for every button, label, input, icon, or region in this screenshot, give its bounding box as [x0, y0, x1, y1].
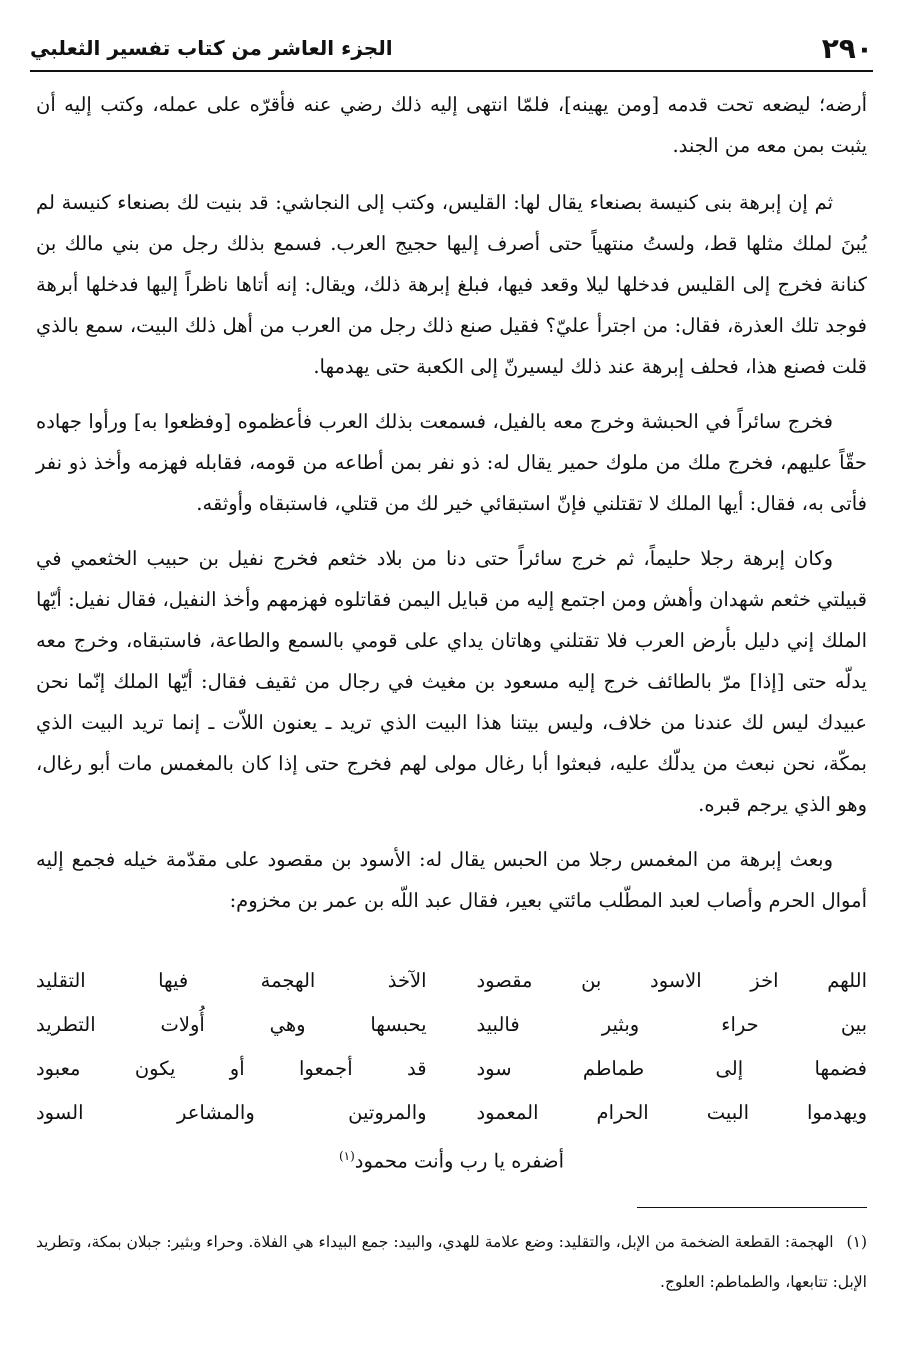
verse-second-hemistich: الآخذ الهجمة فيها التقليد: [36, 968, 427, 992]
poem-verse: [36, 1046, 867, 1090]
page-header: [30, 28, 873, 68]
verse-first-hemistich: فضمها إلى طماطم سود: [476, 1056, 867, 1080]
paragraph-4: وكان إبرهة رجلا حليماً، ثم خرج سائراً حتى دنا من بلاد خثعم فخرج نفيل بن حبيب الخثعمي في قبيلتي خثعم شهدان وأهش ومن اجتمع إليه من قبايل اليمن فقاتلوه فهزمهم وأخذ النفيل، فقال نفيل: أيّها الملك إني دليل بأرض العرب فلا تقتلني وهاتان يداي على قومي بالسمع والطاعة، فاستبقاه، وخرج معه يدلّه حتى [إذا] مرّ بالطائف خرج إليه مسعود بن مغيث في رجال من ثقيف فقال: أيّها الملك إنّما نحن عبيدك ليس لك عندنا من خلاف، وليس بيتنا هذا البيت الذي تريد ـ يعنون اللاّت ـ إنما تريد البيت الذي بمكّة، نحن نبعث من يدلّك عليه، فبعثوا أبا رغال مولى لهم فخرج حتى إذا كان بالمغمس مات أبو رغال، وهو الذي يرجم قبره.: [36, 547, 867, 816]
verse-second-hemistich: يحبسها وهي أُولات التطريد: [36, 1012, 427, 1036]
poem-verse: [36, 1002, 867, 1046]
verse-second-hemistich: قد أجمعوا أو يكون معبود: [36, 1056, 427, 1080]
paragraph-3: فخرج سائراً في الحبشة وخرج معه بالفيل، فسمعت بذلك العرب فأعظموه [وفظعوا به] ورأوا جهاده حقّاً عليهم، فخرج ملك من ملوك حمير يقال له: ذو نفر بمن أطاعه من قومه، فقابله فهزمه وأخذ ذو نفر فأتى به، فقال: أيها الملك لا تقتلني فإنّ استبقائي خير لك من قتلي، فاستبقاه وأوثقه.: [36, 410, 867, 515]
footnote-reference: (١): [338, 1149, 355, 1163]
page-number: ٢٩٠: [821, 31, 873, 65]
poem-verse: [36, 958, 867, 1002]
paragraph-5: وبعث إبرهة من المغمس رجلا من الحبس يقال له: الأسود بن مقصود على مقدّمة خيله فجمع إليه أموال الحرم وأصاب لعبد المطّلب مائتي بعير، فقال عبد اللّه بن عمر بن مخزوم:: [36, 848, 867, 912]
running-title: الجزء العاشر من كتاب تفسير الثعلبي: [30, 36, 393, 60]
footnote-marker: (١): [846, 1233, 867, 1251]
poem: [36, 958, 867, 1178]
poem-verse: [36, 1090, 867, 1134]
header-rule: [30, 70, 873, 72]
paragraph-1: أرضه؛ ليضعه تحت قدمه [ومن يهينه]، فلمّا انتهى إليه ذلك رضي عنه فأقرّه على عمله، وكتب إليه أن يثبت بمن معه من الجند.: [36, 93, 867, 157]
verse-first-hemistich: بين حراء وبثير فالبيد: [476, 1012, 867, 1036]
footnote: [36, 1222, 867, 1302]
verse-first-hemistich: ويهدموا البيت الحرام المعمود: [476, 1100, 867, 1124]
verse-second-hemistich: والمروتين والمشاعر السود: [36, 1100, 427, 1124]
main-text: [36, 84, 867, 935]
footnote-rule: [637, 1207, 867, 1208]
poem-closing-line: [36, 1134, 867, 1178]
verse-first-hemistich: اللهم اخز الاسود بن مقصود: [476, 968, 867, 992]
closing-line-text: أضفره يا رب وأنت محمود: [354, 1149, 565, 1173]
footnote-text: الهجمة: القطعة الضخمة من الإبل، والتقليد: وضع علامة للهدي، والبيد: جمع البيداء هي الفلاة. وحراء وبثير: جبلان بمكة، وتطريد الإبل: تتابعها، والطماطم: العلوج.: [36, 1233, 867, 1291]
paragraph-2: ثم إن إبرهة بنى كنيسة بصنعاء يقال لها: القليس، وكتب إلى النجاشي: قد بنيت لك بصنعاء كنيسة لم يُبنَ لملك مثلها قط، ولستُ منتهياً حتى أصرف إليها حجيج العرب. فسمع بذلك رجل من بني مالك بن كنانة فخرج إلى القليس فدخلها ليلا وقعد فيها، فبلغ إبرهة ذلك، ويقال: إنه أتاها ناظراً إليها فدخلها أبرهة فوجد تلك العذرة، فقال: من اجترأ عليّ؟ فقيل صنع ذلك رجل من العرب من أهل ذلك البيت، سمع بالذي قلت فصنع هذا، فحلف إبرهة عند ذلك ليسيرنّ إلى الكعبة حتى يهدمها.: [36, 191, 867, 378]
